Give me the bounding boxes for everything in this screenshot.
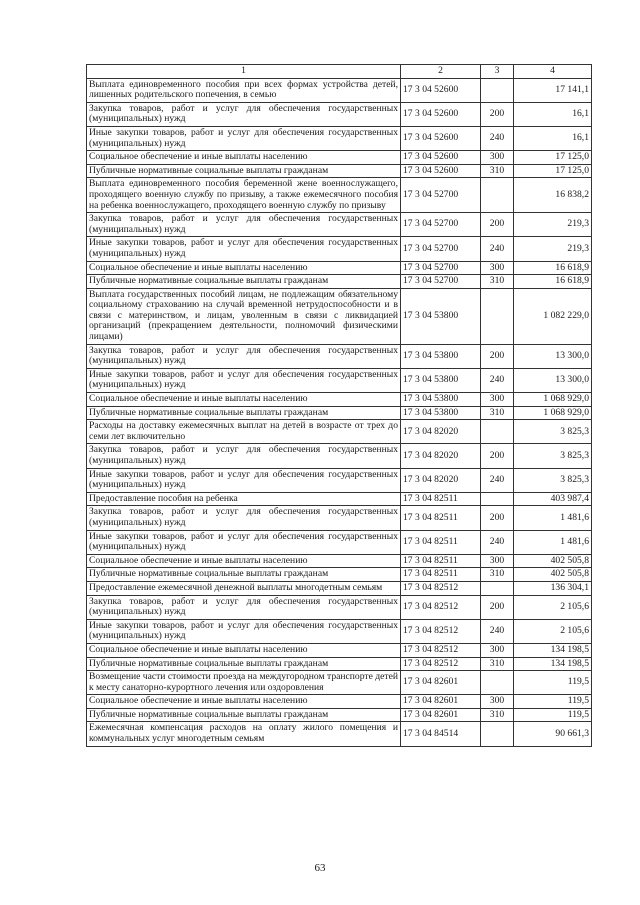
row-amount-cell: 16 618,9	[514, 261, 592, 275]
row-code-cell: 17 3 04 82512	[401, 657, 481, 671]
row-amount-cell: 3 825,3	[514, 444, 592, 468]
row-vr-cell: 240	[481, 368, 514, 392]
table-row	[87, 492, 592, 506]
row-vr-cell: 240	[481, 619, 514, 643]
row-name-cell: Социальное обеспечение и иные выплаты населению	[87, 261, 401, 275]
row-code-cell: 17 3 04 82511	[401, 568, 481, 582]
table-row	[87, 530, 592, 554]
table-row	[87, 164, 592, 178]
table-row	[87, 695, 592, 709]
row-name-cell: Публичные нормативные социальные выплаты гражданам	[87, 406, 401, 420]
table-row	[87, 568, 592, 582]
row-code-cell: 17 3 04 52700	[401, 237, 481, 261]
row-amount-cell: 1 481,6	[514, 506, 592, 530]
row-amount-cell: 2 105,6	[514, 595, 592, 619]
row-vr-cell: 300	[481, 261, 514, 275]
row-amount-cell: 134 198,5	[514, 643, 592, 657]
row-vr-cell: 300	[481, 554, 514, 568]
table-row	[87, 444, 592, 468]
table-row	[87, 420, 592, 444]
row-vr-cell: 300	[481, 151, 514, 165]
row-name-cell: Выплата единовременного пособия беременной жене военнослужащего, проходящего военную службу по призыву, а также ежемесячного пособия на ребенка военнослужащего, проходящего военную службу по призыву	[87, 178, 401, 213]
table-row	[87, 126, 592, 150]
row-code-cell: 17 3 04 82511	[401, 530, 481, 554]
row-vr-cell: 200	[481, 595, 514, 619]
table-row	[87, 78, 592, 102]
row-amount-cell: 402 505,8	[514, 554, 592, 568]
row-name-cell: Расходы на доставку ежемесячных выплат на детей в возрасте от трех до семи лет включительно	[87, 420, 401, 444]
row-name-cell: Иные закупки товаров, работ и услуг для обеспечения государственных (муниципальных) нужд	[87, 237, 401, 261]
table-row	[87, 393, 592, 407]
row-vr-cell	[481, 288, 514, 344]
row-name-cell: Закупка товаров, работ и услуг для обеспечения государственных (муниципальных) нужд	[87, 444, 401, 468]
row-vr-cell: 300	[481, 695, 514, 709]
row-code-cell: 17 3 04 53800	[401, 288, 481, 344]
row-vr-cell: 300	[481, 643, 514, 657]
row-vr-cell	[481, 78, 514, 102]
row-name-cell: Закупка товаров, работ и услуг для обеспечения государственных (муниципальных) нужд	[87, 344, 401, 368]
row-amount-cell: 134 198,5	[514, 657, 592, 671]
row-name-cell: Иные закупки товаров, работ и услуг для обеспечения государственных (муниципальных) нужд	[87, 468, 401, 492]
row-vr-cell	[481, 581, 514, 595]
table-row	[87, 237, 592, 261]
row-name-cell: Социальное обеспечение и иные выплаты населению	[87, 393, 401, 407]
row-vr-cell: 200	[481, 506, 514, 530]
row-name-cell: Публичные нормативные социальные выплаты гражданам	[87, 657, 401, 671]
row-name-cell: Социальное обеспечение и иные выплаты населению	[87, 151, 401, 165]
row-code-cell: 17 3 04 82020	[401, 420, 481, 444]
row-amount-cell: 136 304,1	[514, 581, 592, 595]
row-name-cell: Выплата единовременного пособия при всех формах устройства детей, лишенных родительского попечения, в семью	[87, 78, 401, 102]
row-vr-cell: 240	[481, 126, 514, 150]
table-row	[87, 275, 592, 289]
row-vr-cell: 200	[481, 102, 514, 126]
row-name-cell: Публичные нормативные социальные выплаты гражданам	[87, 164, 401, 178]
table-row	[87, 722, 592, 746]
row-vr-cell: 310	[481, 568, 514, 582]
row-amount-cell: 119,5	[514, 708, 592, 722]
row-amount-cell: 2 105,6	[514, 619, 592, 643]
row-vr-cell	[481, 722, 514, 746]
table-row	[87, 657, 592, 671]
row-vr-cell: 300	[481, 393, 514, 407]
table-row	[87, 178, 592, 213]
table-row	[87, 102, 592, 126]
row-vr-cell	[481, 420, 514, 444]
row-vr-cell: 240	[481, 237, 514, 261]
header-cell-vr: 3	[481, 65, 514, 79]
row-vr-cell: 310	[481, 406, 514, 420]
row-amount-cell: 402 505,8	[514, 568, 592, 582]
row-amount-cell: 1 481,6	[514, 530, 592, 554]
row-name-cell: Социальное обеспечение и иные выплаты населению	[87, 643, 401, 657]
row-amount-cell: 1 082 229,0	[514, 288, 592, 344]
row-name-cell: Иные закупки товаров, работ и услуг для обеспечения государственных (муниципальных) нужд	[87, 619, 401, 643]
row-name-cell: Закупка товаров, работ и услуг для обеспечения государственных (муниципальных) нужд	[87, 506, 401, 530]
row-amount-cell: 1 068 929,0	[514, 393, 592, 407]
row-name-cell: Социальное обеспечение и иные выплаты населению	[87, 554, 401, 568]
budget-table	[86, 64, 592, 747]
table-row	[87, 554, 592, 568]
table-row	[87, 288, 592, 344]
row-code-cell: 17 3 04 52600	[401, 78, 481, 102]
row-code-cell: 17 3 04 52700	[401, 213, 481, 237]
row-code-cell: 17 3 04 82512	[401, 619, 481, 643]
table-row	[87, 261, 592, 275]
row-code-cell: 17 3 04 82511	[401, 554, 481, 568]
row-code-cell: 17 3 04 82512	[401, 595, 481, 619]
row-amount-cell: 17 125,0	[514, 164, 592, 178]
row-name-cell: Ежемесячная компенсация расходов на оплату жилого помещения и коммунальных услуг многодетным семьям	[87, 722, 401, 746]
row-amount-cell: 16 838,2	[514, 178, 592, 213]
row-name-cell: Социальное обеспечение и иные выплаты населению	[87, 695, 401, 709]
row-vr-cell: 240	[481, 468, 514, 492]
row-name-cell: Предоставление пособия на ребенка	[87, 492, 401, 506]
row-amount-cell: 1 068 929,0	[514, 406, 592, 420]
table-row	[87, 643, 592, 657]
row-code-cell: 17 3 04 82512	[401, 643, 481, 657]
row-vr-cell: 200	[481, 213, 514, 237]
row-amount-cell: 90 661,3	[514, 722, 592, 746]
row-vr-cell: 240	[481, 530, 514, 554]
row-code-cell: 17 3 04 53800	[401, 368, 481, 392]
row-name-cell: Закупка товаров, работ и услуг для обеспечения государственных (муниципальных) нужд	[87, 102, 401, 126]
table-row	[87, 506, 592, 530]
row-code-cell: 17 3 04 82020	[401, 468, 481, 492]
table-row	[87, 468, 592, 492]
row-name-cell: Иные закупки товаров, работ и услуг для обеспечения государственных (муниципальных) нужд	[87, 530, 401, 554]
row-name-cell: Иные закупки товаров, работ и услуг для обеспечения государственных (муниципальных) нужд	[87, 368, 401, 392]
row-code-cell: 17 3 04 52600	[401, 151, 481, 165]
row-name-cell: Предоставление ежемесячной денежной выплаты многодетным семьям	[87, 581, 401, 595]
row-amount-cell: 13 300,0	[514, 344, 592, 368]
page-number: 63	[314, 862, 326, 874]
row-vr-cell	[481, 671, 514, 695]
row-code-cell: 17 3 04 82511	[401, 492, 481, 506]
row-amount-cell: 3 825,3	[514, 420, 592, 444]
row-code-cell: 17 3 04 52700	[401, 275, 481, 289]
table-row	[87, 406, 592, 420]
table-row	[87, 368, 592, 392]
row-name-cell: Публичные нормативные социальные выплаты гражданам	[87, 708, 401, 722]
row-amount-cell: 17 141,1	[514, 78, 592, 102]
row-amount-cell: 17 125,0	[514, 151, 592, 165]
row-name-cell: Закупка товаров, работ и услуг для обеспечения государственных (муниципальных) нужд	[87, 595, 401, 619]
table-row	[87, 344, 592, 368]
row-amount-cell: 16,1	[514, 102, 592, 126]
row-code-cell: 17 3 04 84514	[401, 722, 481, 746]
table-row	[87, 213, 592, 237]
row-amount-cell: 119,5	[514, 695, 592, 709]
row-amount-cell: 219,3	[514, 213, 592, 237]
row-vr-cell: 310	[481, 164, 514, 178]
header-cell-name: 1	[87, 65, 401, 79]
row-vr-cell: 200	[481, 344, 514, 368]
row-name-cell: Иные закупки товаров, работ и услуг для обеспечения государственных (муниципальных) нужд	[87, 126, 401, 150]
row-name-cell: Публичные нормативные социальные выплаты гражданам	[87, 568, 401, 582]
row-code-cell: 17 3 04 82601	[401, 708, 481, 722]
row-vr-cell	[481, 178, 514, 213]
row-amount-cell: 219,3	[514, 237, 592, 261]
row-code-cell: 17 3 04 52700	[401, 261, 481, 275]
row-name-cell: Возмещение части стоимости проезда на междугородном транспорте детей к месту санаторно-курортного лечения или оздоровления	[87, 671, 401, 695]
table-row	[87, 671, 592, 695]
row-code-cell: 17 3 04 82601	[401, 671, 481, 695]
row-name-cell: Закупка товаров, работ и услуг для обеспечения государственных (муниципальных) нужд	[87, 213, 401, 237]
row-vr-cell: 310	[481, 708, 514, 722]
header-cell-code: 2	[401, 65, 481, 79]
row-amount-cell: 13 300,0	[514, 368, 592, 392]
row-code-cell: 17 3 04 82601	[401, 695, 481, 709]
row-code-cell: 17 3 04 52600	[401, 126, 481, 150]
table-row	[87, 581, 592, 595]
row-name-cell: Публичные нормативные социальные выплаты гражданам	[87, 275, 401, 289]
row-amount-cell: 119,5	[514, 671, 592, 695]
row-code-cell: 17 3 04 52600	[401, 102, 481, 126]
row-vr-cell: 310	[481, 657, 514, 671]
row-code-cell: 17 3 04 82020	[401, 444, 481, 468]
row-code-cell: 17 3 04 53800	[401, 344, 481, 368]
table-header-row	[87, 65, 592, 79]
table-row	[87, 708, 592, 722]
row-vr-cell: 200	[481, 444, 514, 468]
row-amount-cell: 3 825,3	[514, 468, 592, 492]
budget-table-body	[87, 65, 592, 747]
row-vr-cell	[481, 492, 514, 506]
table-row	[87, 619, 592, 643]
row-code-cell: 17 3 04 52600	[401, 164, 481, 178]
row-code-cell: 17 3 04 82511	[401, 506, 481, 530]
row-code-cell: 17 3 04 82512	[401, 581, 481, 595]
row-name-cell: Выплата государственных пособий лицам, не подлежащим обязательному социальному страхованию на случай временной нетрудоспособности и в связи с материнством, и лицам, уволенным в связи с ликвидацией организаций (прекращением деятельности, полномочий физическими лицами)	[87, 288, 401, 344]
row-amount-cell: 16,1	[514, 126, 592, 150]
row-vr-cell: 310	[481, 275, 514, 289]
table-row	[87, 151, 592, 165]
table-row	[87, 595, 592, 619]
row-code-cell: 17 3 04 53800	[401, 393, 481, 407]
row-code-cell: 17 3 04 52700	[401, 178, 481, 213]
row-amount-cell: 403 987,4	[514, 492, 592, 506]
row-code-cell: 17 3 04 53800	[401, 406, 481, 420]
header-cell-amount: 4	[514, 65, 592, 79]
row-amount-cell: 16 618,9	[514, 275, 592, 289]
